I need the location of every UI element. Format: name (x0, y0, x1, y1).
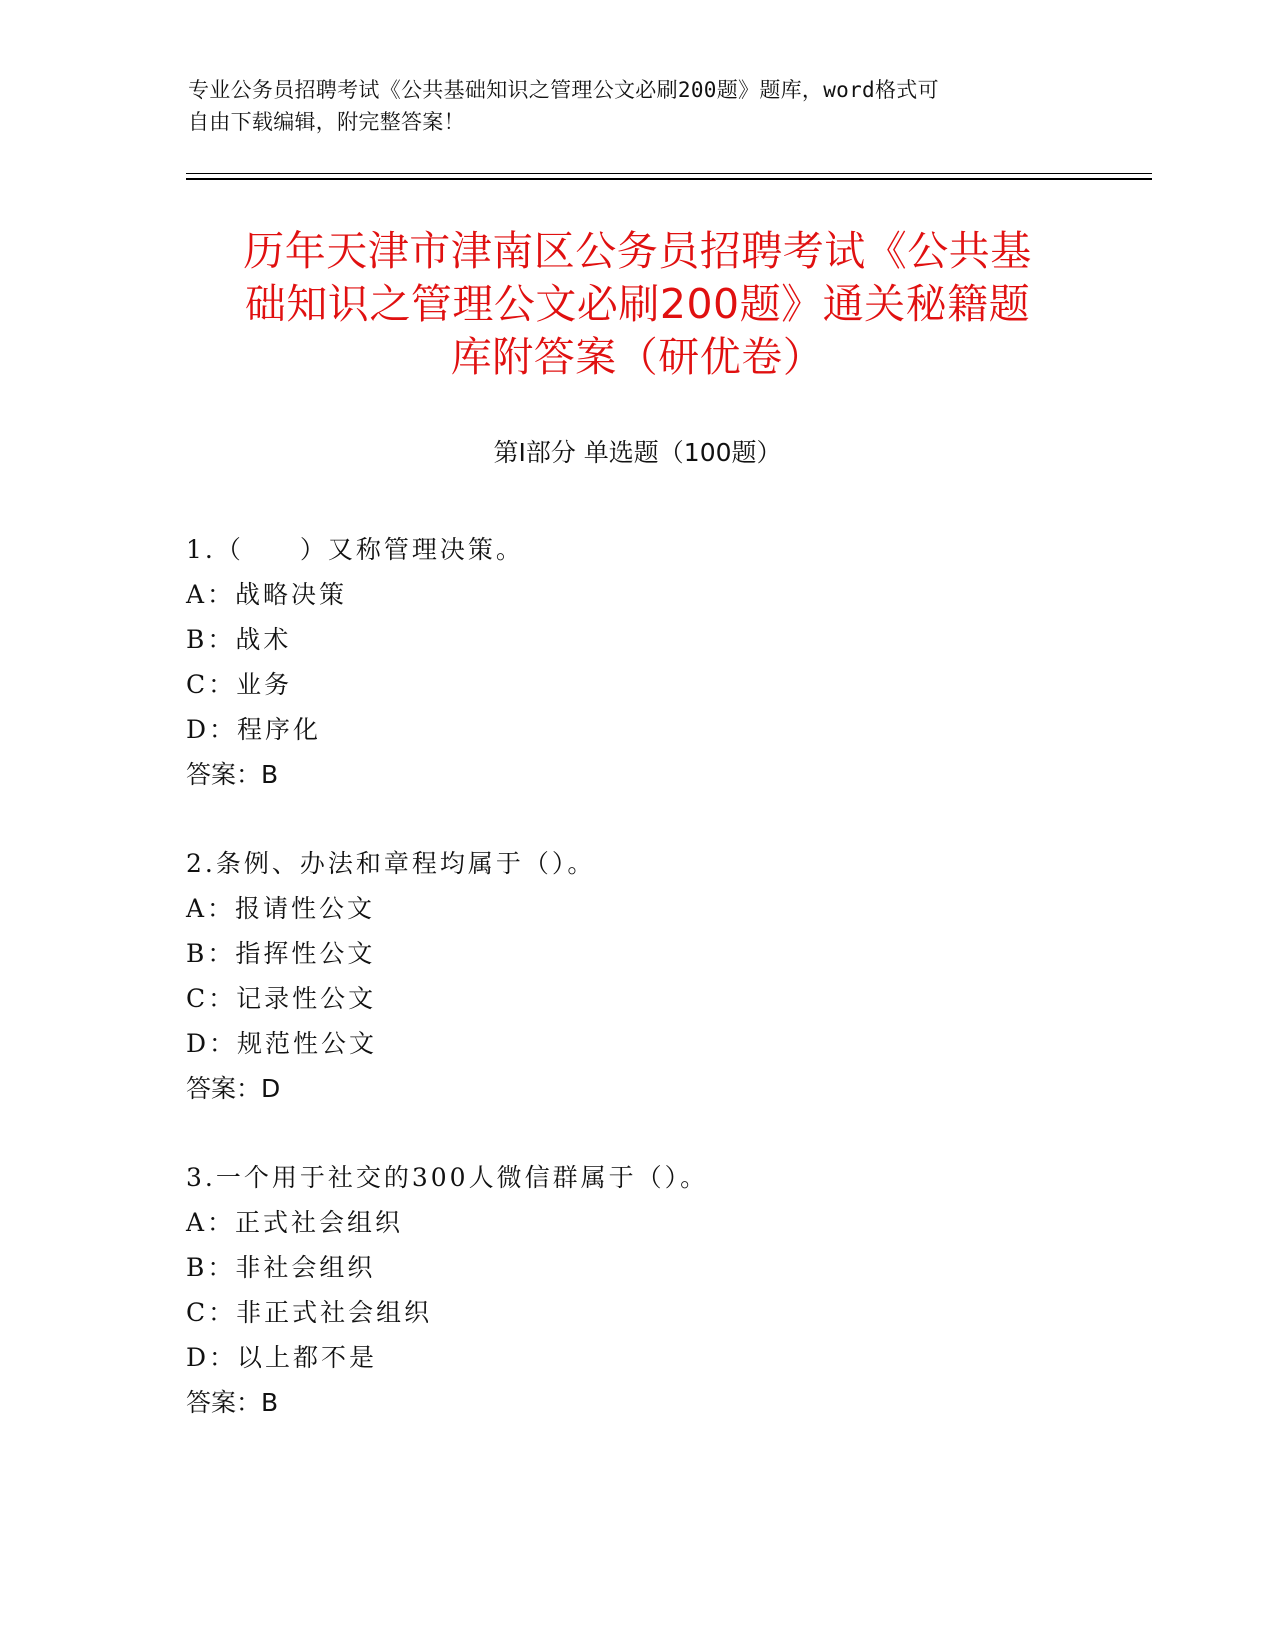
document-title-line3: 库附答案（研优卷） (450, 333, 825, 381)
question-stem: 3.一个用于社交的300人微信群属于（）。 (186, 1163, 709, 1192)
header-divider-thick (186, 178, 1152, 180)
answer: 答案：B (186, 1388, 279, 1417)
option-a: A：战略决策 (186, 580, 348, 609)
question-2 (186, 841, 1086, 1111)
header-note-line2: 自由下载编辑，附完整答案！ (188, 110, 465, 134)
option-a: A：报请性公文 (186, 894, 376, 923)
option-b: B：非社会组织 (186, 1253, 376, 1282)
section-title: 第Ⅰ部分 单选题（100题） (493, 438, 782, 467)
option-c: C：业务 (186, 670, 293, 699)
option-c: C：记录性公文 (186, 984, 377, 1013)
question-1 (186, 527, 1086, 797)
option-d: D：以上都不是 (186, 1343, 378, 1372)
document-title-line2: 础知识之管理公文必刷200题》通关秘籍题 (244, 280, 1031, 328)
option-d: D：程序化 (186, 715, 322, 744)
answer: 答案：D (186, 1074, 281, 1103)
document-title (190, 225, 1085, 384)
header-note-line1: 专业公务员招聘考试《公共基础知识之管理公文必刷200题》题库，word格式可 (188, 78, 939, 102)
document-title-line1: 历年天津市津南区公务员招聘考试《公共基 (243, 227, 1032, 275)
option-c: C：非正式社会组织 (186, 1298, 433, 1327)
option-a: A：正式社会组织 (186, 1208, 404, 1237)
answer: 答案：B (186, 760, 279, 789)
question-list (186, 527, 1086, 1469)
question-3 (186, 1155, 1086, 1425)
header-note (188, 74, 1068, 138)
question-stem: 1.（ ）又称管理决策。 (186, 535, 524, 564)
option-b: B：战术 (186, 625, 292, 654)
option-d: D：规范性公文 (186, 1029, 378, 1058)
option-b: B：指挥性公文 (186, 939, 376, 968)
question-stem: 2.条例、办法和章程均属于（）。 (186, 849, 596, 878)
header-divider-thin (186, 173, 1152, 174)
